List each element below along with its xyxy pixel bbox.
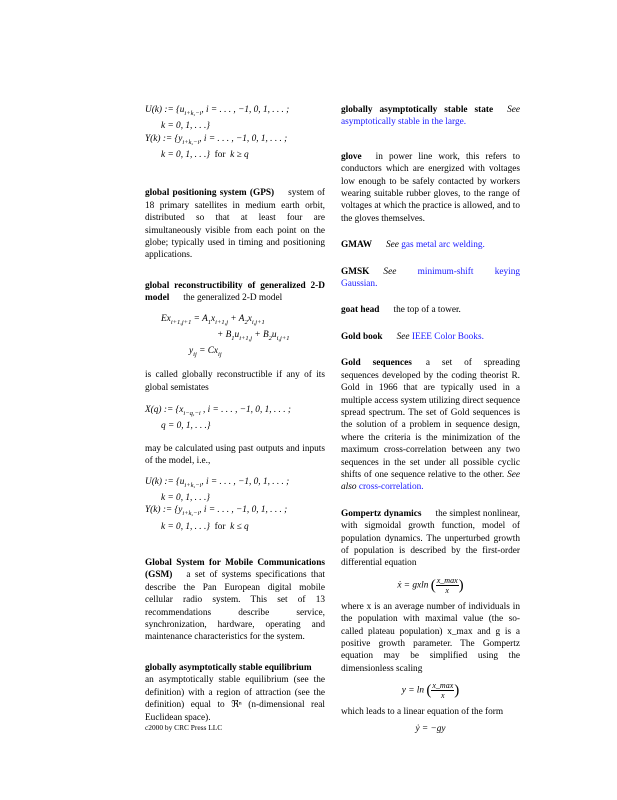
- equation-line: Y(k) := {$y_{i+k,-i}$, i = . . . , −1, 0, 1, . . . ;: [145, 133, 288, 146]
- entry-definition: a set of systems specifications that describe the Pan European digital mobile cellular radio system. This set of 13 recommendations describe service, synchronization, hardware, operating and maintenance characteristics for the system.: [145, 570, 325, 643]
- entry-term: globally asymptotically stable state: [341, 105, 494, 115]
- paren-close: ): [454, 682, 460, 699]
- entry-term: GMSK: [341, 266, 370, 277]
- equation-line: $y_{ij} = Cx_{ij}$: [189, 346, 222, 358]
- entry-stable-state: [341, 104, 520, 129]
- entry-definition: system of 18 primary satellites in medium earth orbit, distributed so that at least four are simultaneously visible from each point on the globe; typically used in timing and positioning applications.: [145, 188, 325, 261]
- equation-line: $Ex_{i+1,j+1} = A_1x_{i+1,j} + A_2x_{i,j+1}$: [161, 313, 265, 326]
- equation-line: U(k) := {$u_{i+k,-i}$, i = . . . , −1, 0, 1, . . . ;: [145, 105, 290, 117]
- top-equations: [145, 104, 325, 161]
- entry-term: Gold book: [341, 331, 383, 342]
- entry-term: goat head: [341, 305, 380, 316]
- cross-reference-link[interactable]: asymptotically stable in the large.: [341, 117, 467, 128]
- entry-definition: the top of a tower.: [393, 305, 461, 316]
- entry-term: glove: [341, 151, 362, 162]
- entry-gold-book: [341, 331, 520, 343]
- cross-reference-link[interactable]: cross-correlation.: [358, 482, 424, 493]
- entry-gsm: [145, 557, 325, 644]
- fraction-denominator: x: [445, 585, 449, 595]
- equation-lhs: y = ln: [401, 685, 425, 696]
- equation-line: k = 0, 1, . . .} for k ≤ q: [161, 521, 249, 532]
- equation-line: X(q) := {$x_{i-q,-i}$ , i = . . . , −1, 0, 1, . . . ;: [145, 405, 291, 418]
- cross-reference-link[interactable]: gas metal arc welding.: [401, 240, 485, 251]
- equation-line: + $B_1u_{i+1,j} + B_2u_{i,j+1}$: [217, 329, 290, 342]
- equation-block: [161, 313, 325, 362]
- equation-line: k = 0, 1, . . .}: [161, 121, 210, 132]
- equation-block: [145, 476, 325, 533]
- entry-stable-equilibrium: [145, 662, 325, 724]
- entry-definition: in power line work, this refers to conductors which are energized with voltages low enough to be safely contacted by workers wearing suitable rubber gloves, to the range of voltages at which the practice is allowed, and to the gloves themselves.: [341, 151, 520, 224]
- entry-gps: [145, 187, 325, 261]
- entry-definition: may be calculated using past outputs and inputs of the model, i.e.,: [145, 443, 325, 467]
- entry-definition: a set of spreading sequences developed by the coding theorist R. Gold in 1966 that are typically used in a multiple access system utilizing direct sequence spread spectrum. The set of Gold sequences is the solution of a problem in sequence design, where the criteria is the minimization of the maximum cross-correlation between any two sequences in the set under all possible cyclic shifts of one sequence relative to the other.: [341, 358, 520, 480]
- cross-reference-link[interactable]: IEEE Color Books.: [411, 331, 484, 342]
- fraction-denominator: x: [441, 691, 445, 701]
- entry-term: Gold sequences: [341, 358, 412, 369]
- equation-line: k = 0, 1, . . .} for k ≥ q: [161, 149, 249, 160]
- left-column: [145, 104, 325, 724]
- equation-line: Y(k) := {$y_{i+k,-i}$, i = . . . , −1, 0, 1, . . . ;: [145, 505, 288, 518]
- equation-gompertz: [341, 576, 520, 595]
- right-column: [341, 104, 520, 735]
- entry-glove: [341, 151, 520, 225]
- entry-gmsk: [341, 266, 520, 291]
- see-also-label: See also: [341, 469, 520, 493]
- paren-open: (: [426, 682, 432, 699]
- entry-term: GMAW: [341, 240, 372, 251]
- equation-lhs: ẋ = gxln: [397, 580, 429, 591]
- equation-line: q = 0, 1, . . .}: [161, 421, 211, 432]
- entry-term: Gompertz dynamics: [341, 508, 422, 519]
- entry-term: global positioning system (GPS): [145, 188, 275, 199]
- paren-open: (: [430, 577, 436, 594]
- entry-term: Global System for Mobile Communications (GSM): [145, 558, 325, 581]
- entry-definition: is called globally reconstructible if any of its global semistates: [145, 370, 325, 393]
- entry-term: globally asymptotically stable equilibrium: [145, 662, 312, 673]
- equation-linear: ẏ = −gy: [415, 723, 446, 734]
- entry-gold-sequences: [341, 357, 520, 493]
- entry-definition: which leads to a linear equation of the form: [341, 707, 504, 718]
- equation-line: U(k) := {$u_{i+k,-i}$, i = . . . , −1, 0, 1, . . . ;: [145, 476, 290, 489]
- entry-definition: where x is an average number of individuals in the population with maximal value (the so-called plateau population) x_max and g is a positive growth parameter. The Gompertz equation may be simplified using the dimensionless scaling: [341, 601, 520, 674]
- see-label: See: [386, 240, 399, 251]
- entry-definition: the simplest nonlinear, with sigmoidal growth function, model of population dynamics. The unperturbed growth of population is described by the first-order differential equation: [341, 508, 520, 569]
- entry-gmaw: [341, 239, 520, 251]
- see-label: See: [383, 266, 397, 277]
- fraction-numerator: x_max: [432, 681, 454, 691]
- entry-goat-head: [341, 304, 520, 316]
- see-label: See: [396, 331, 410, 342]
- paren-close: ): [458, 577, 464, 594]
- entry-gompertz: [341, 508, 520, 735]
- entry-definition: an asymptotically stable equilibrium (see the definition) with a region of attraction (see the definition) equal to ℜⁿ (n-dimensional real Euclidean space).: [145, 675, 325, 723]
- equation-scaling: [341, 681, 520, 700]
- fraction: [436, 576, 459, 595]
- equation-block: [145, 404, 325, 433]
- fraction-numerator: x_max: [436, 575, 458, 585]
- entry-definition: the generalized 2-D model: [183, 293, 283, 304]
- cross-reference-link[interactable]: minimum-shift keying Gaussian.: [341, 266, 520, 290]
- entry-term: global reconstructibility of generalized 2-D model: [145, 280, 325, 304]
- entry-reconstructibility: [145, 280, 325, 533]
- see-label: See: [507, 105, 520, 115]
- copyright-footer: c2000 by CRC Press LLC: [145, 723, 223, 732]
- equation-line: k = 0, 1, . . .}: [161, 492, 210, 503]
- fraction: [431, 681, 454, 700]
